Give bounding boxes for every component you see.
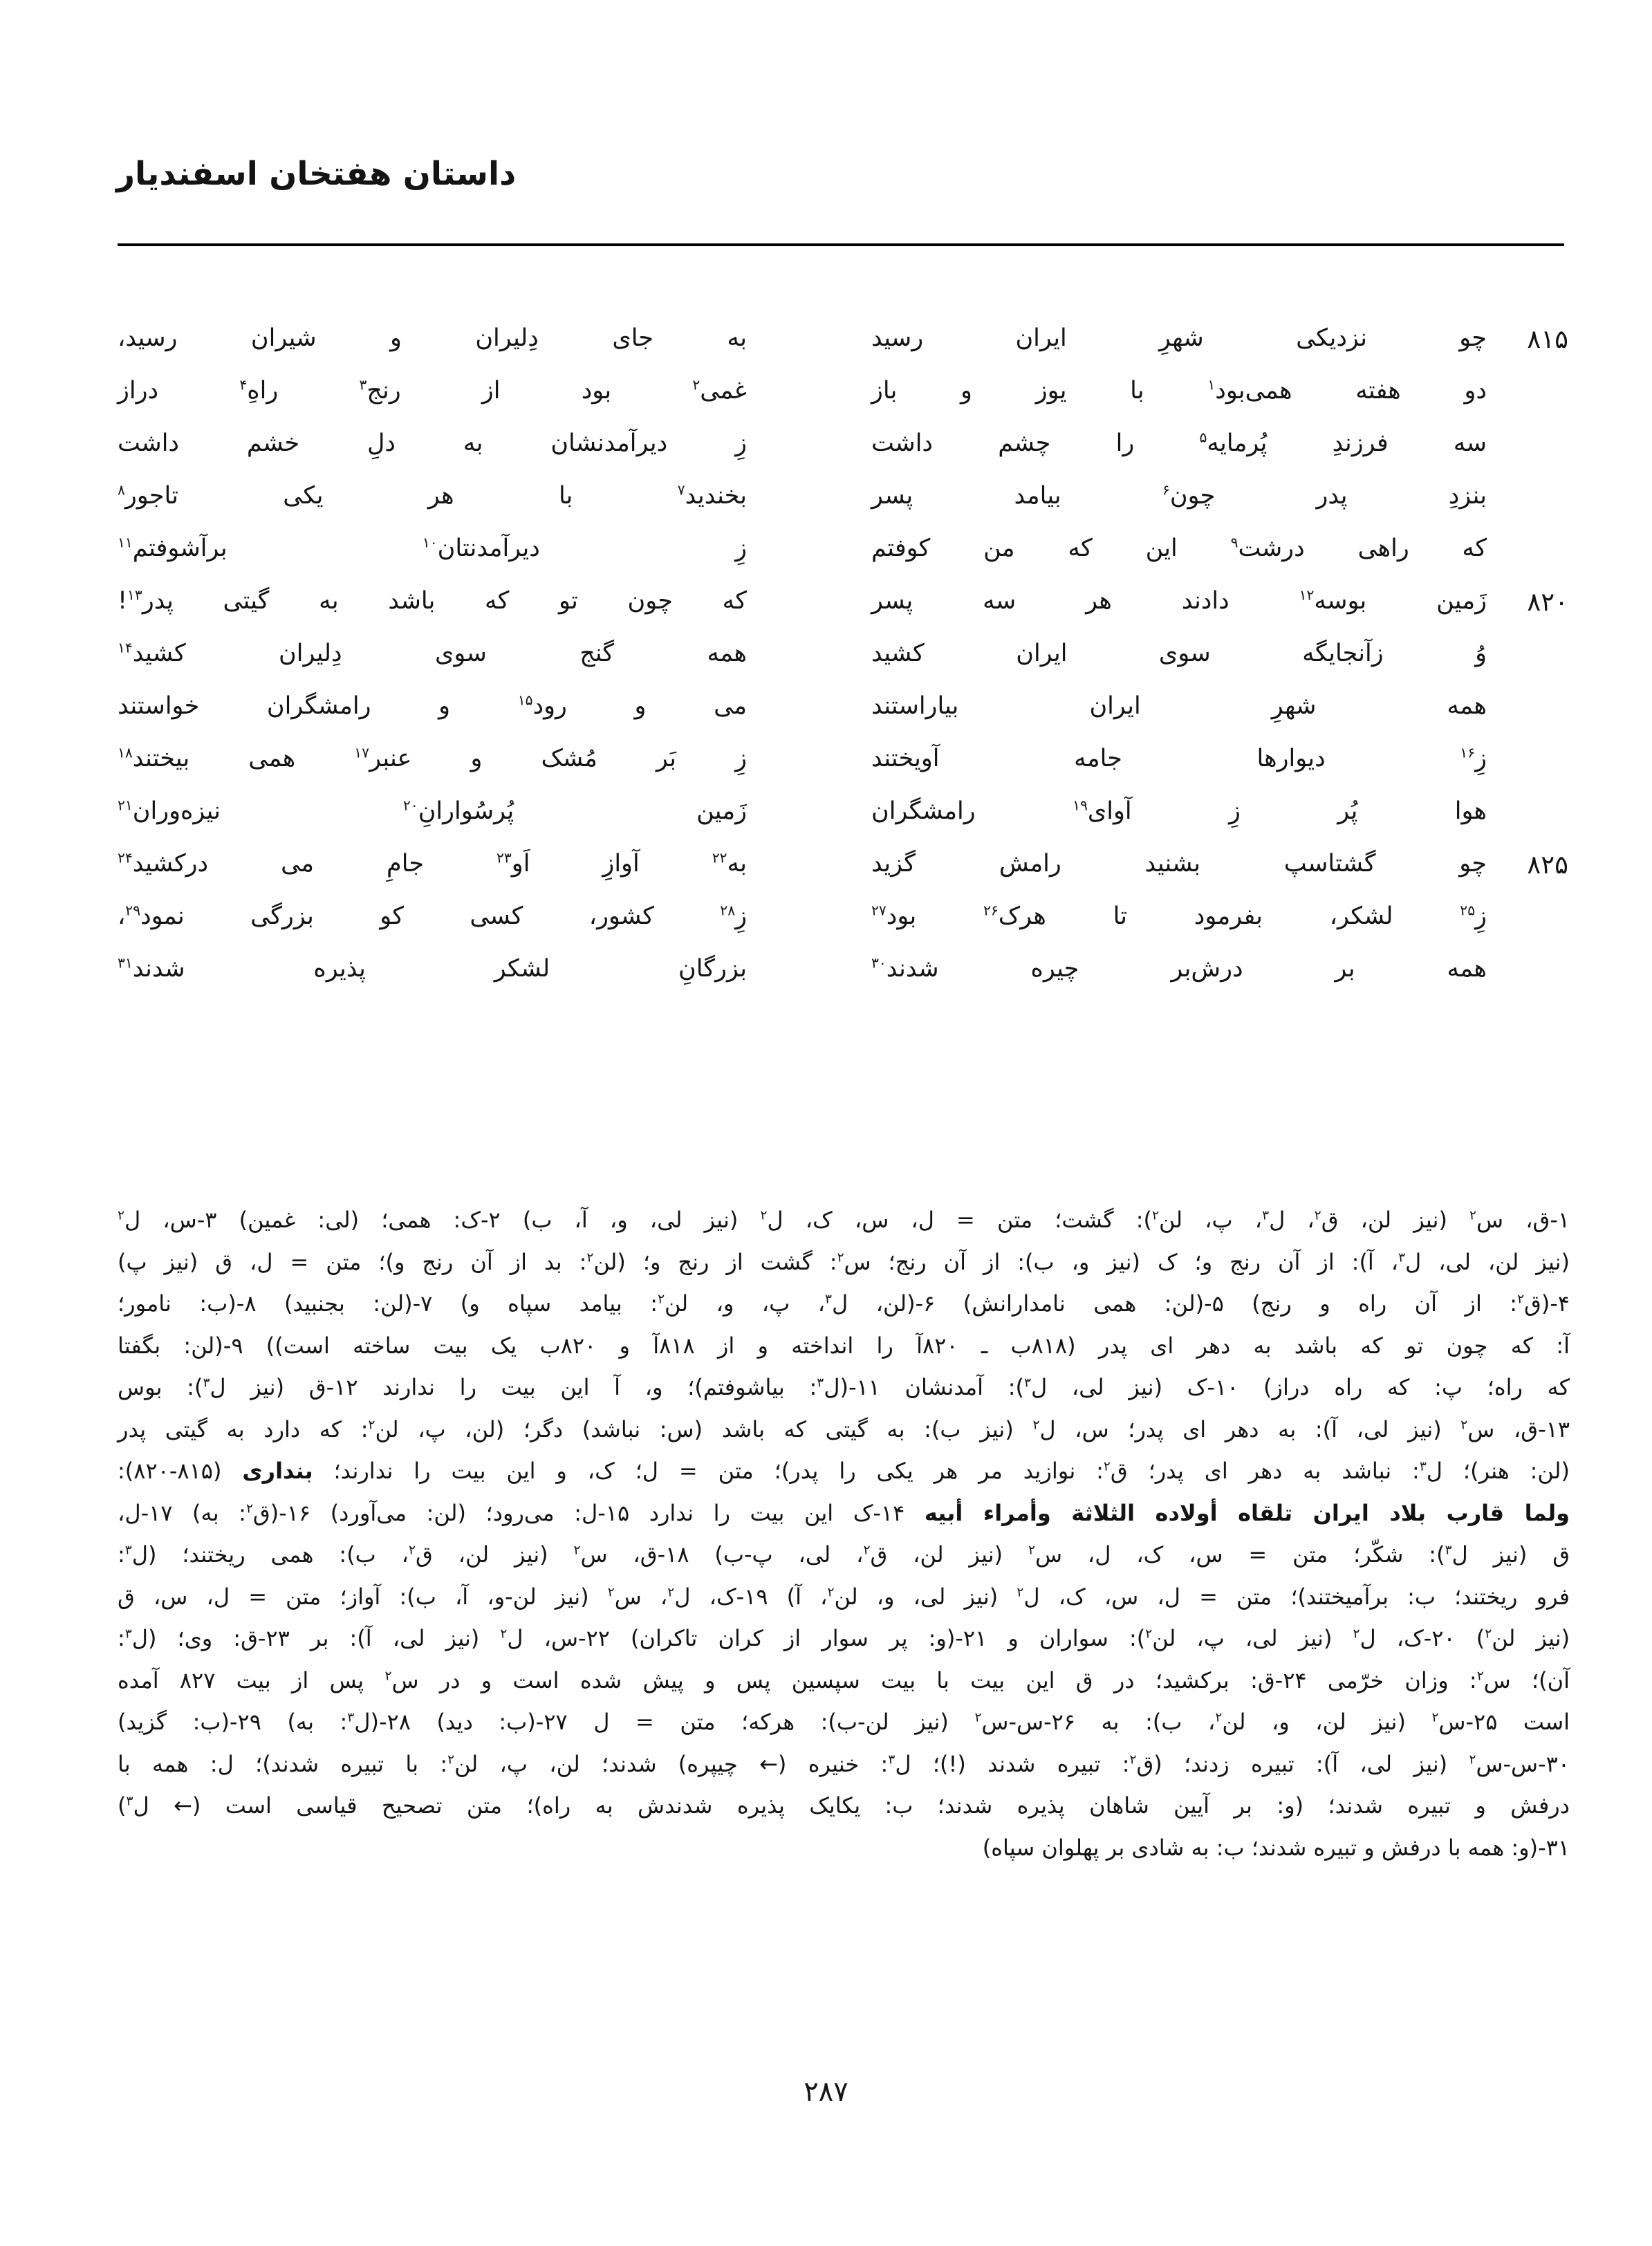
hemistich-first: دو هفته همی‌بود$^۱$ با یوز و باز	[871, 376, 1487, 405]
hemistich-first: سه فرزندِ پُرمایه$^۵$ را چشم داشت	[871, 429, 1487, 458]
hemistich-second: می و رود$^{۱۵}$ و رامشگران خواستند	[118, 692, 747, 721]
footnote-line: ۴-(ق$^۲$: از آن راه و رنج) ۵-(لن: همی نامدارانش) ۶-(لن، ل$^۳$، پ، و، لن$^۲$: بیامد سپاه و) ۷-(لن: بجنبید) ۸-(ب: نامور؛	[118, 1290, 1570, 1317]
header-divider-rule	[118, 243, 1564, 246]
verse-row	[118, 365, 1570, 418]
footnote-line: فرو ریختند؛ ب: برآمیختند)؛ متن = ل، س، ک، ل$^۲$ (نیز لی، و، لن$^۲$، آ) ۱۹-ک، ل$^۲$، س$^۲$ (نیز لن-و، آ، ب): آواز؛ متن = ل، س، ق	[118, 1583, 1570, 1610]
hemistich-second: به$^{۲۲}$ آوازِ اَو$^{۲۳}$ جامِ می درکشید$^{۲۴}$	[118, 849, 747, 878]
hemistich-first: زِ$^{۲۵}$ لشکر، بفرمود تا هرک$^{۲۶}$ بود$^{۲۷}$	[871, 902, 1487, 931]
footnote-line: که راه؛ پ: که راه دراز) ۱۰-ک (نیز لی، ل$^۳$): آمدنشان ۱۱-(ل$^۳$: بیاشوفتم)؛ و، آ این بیت را ندارند ۱۲-ق (نیز ل$^۳$): بوس	[118, 1374, 1570, 1400]
verse-number: ۸۱۵	[1527, 324, 1568, 354]
hemistich-second: بزرگانِ لشکر پذیره شدند$^{۳۱}$	[118, 954, 747, 983]
footnote-line: ۱۳-ق، س$^۲$ (نیز لی، آ): به دهر ای پدر؛ س، ل$^۲$ (نیز ب): به گیتی که باشد (س: نباشد) دگر؛ (لن، پ، لن$^۲$: که دارد به گیتی پدر	[118, 1416, 1570, 1442]
running-head-title: داستان هفتخان اسفندیار	[116, 155, 517, 193]
hemistich-second: بخندید$^۷$ با هر یکی تاجور$^۸$	[118, 481, 747, 510]
footnote-line: ۳۰-س-س$^۲$ (نیز لی، آ): تبیره زدند؛ (ق$^۲$: تبیره شدند (!)؛ ل$^۳$: خنیره (← چیپره) شدند؛ لن، پ، لن$^۲$: با تبیره شدند)؛ ل: همه با	[118, 1750, 1570, 1777]
verse-row	[118, 838, 1570, 891]
footnote-line: ق (نیز ل$^۳$): شکّر؛ متن = س، ک، ل، س$^۲$ (نیز لن، ق$^۲$، لی، پ-ب) ۱۸-ق، س$^۲$ (نیز لن، ق$^۲$، ب): همی ریختند؛ (ل$^۳$:	[118, 1541, 1570, 1568]
hemistich-first: زَمین بوسه$^{۱۲}$ دادند هر سه پسر	[871, 586, 1487, 615]
verse-row	[118, 523, 1570, 575]
verse-row	[118, 470, 1570, 523]
verse-number: ۸۲۵	[1527, 849, 1568, 880]
footnote-line: است ۲۵-س$^۲$ (نیز لن، و، لن$^۲$، ب): به ۲۶-س-س$^۲$ (نیز لن-ب): هرکه؛ متن = ل ۲۷-(ب: دید) ۲۸-(ل$^۳$: به) ۲۹-(ب: گزید)	[118, 1709, 1570, 1735]
hemistich-first: چو نزدیکی شهرِ ایران رسید	[871, 324, 1487, 353]
footnote-line: ولما قارب بلاد ایران تلقاه أولاده الثلاثة وأمراء أبیه ۱۴-ک این بیت را ندارد ۱۵-ل: می‌رود؛ (لن: می‌آورد) ۱۶-(ق$^۲$: به) ۱۷-ل،	[118, 1499, 1570, 1526]
verse-row	[118, 418, 1570, 470]
hemistich-first: همه شهرِ ایران بیاراستند	[871, 692, 1487, 721]
verse-row	[118, 313, 1570, 365]
page-number: ۲۸۷	[804, 2076, 848, 2108]
verse-row	[118, 575, 1570, 628]
footnote-line: (نیز لن، لی، ل$^۳$، آ): از آن رنج و؛ ک (نیز و، ب): از آن رنج؛ س$^۲$: گشت از رنج و؛ (لن$^۲$: بد از آن رنج و)؛ متن = ل، ق (نیز پ)	[118, 1248, 1570, 1275]
hemistich-second: همه گنج سوی دِلیران کشید$^{۱۴}$	[118, 639, 747, 668]
hemistich-second: زِ بَر مُشک و عنبر$^{۱۷}$ همی بیختند$^{۱۸}$	[118, 744, 747, 773]
hemistich-second: زِ دیرآمدنتان$^{۱۰}$ برآشوفتم$^{۱۱}$	[118, 534, 747, 563]
hemistich-first: وُ زآنجایگه سوی ایران کشید	[871, 640, 1487, 668]
footnote-line: آن)؛ س$^۲$: وزان خرّمی ۲۴-ق: برکشید؛ در ق این بیت با بیت سپسین پس و پیش شده است و در س$^۲$ پس از بیت ۸۲۷ آمده	[118, 1667, 1570, 1693]
verse-row	[118, 891, 1570, 943]
footnote-line: (لن: هنر)؛ ل$^۳$: نباشد به دهر ای پدر؛ ق$^۲$: نوازید مر هر یکی را پدر)؛ متن = ل؛ ک، و این بیت را ندارند؛ بنداری (۸۱۵-۸۲۰):	[118, 1458, 1570, 1484]
hemistich-second: زِ دیرآمدنشان به دلِ خشم داشت	[118, 429, 747, 458]
footnote-line: (نیز لن$^۲$) ۲۰-ک، ل$^۲$ (نیز لی، پ، لن$^۲$): سواران و ۲۱-(و: پر سوار از کران تاکران) ۲۲-س، ل$^۲$ (نیز لی، آ): بر ۲۳-ق: وی؛ (ل$^۳$:	[118, 1625, 1570, 1651]
hemistich-first: که راهی درشت$^۹$ این که من کوفتم	[871, 534, 1487, 563]
verse-block	[118, 313, 1570, 996]
hemistich-second: زَمین پُرسُوارانِ$^{۲۰}$ نیزه‌وران$^{۲۱}$	[118, 797, 747, 826]
hemistich-second: به جای دِلیران و شیران رسید،	[118, 324, 747, 353]
hemistich-first: هوا پُر زِ آوای$^{۱۹}$ رامشگران	[871, 797, 1487, 826]
verse-row	[118, 786, 1570, 838]
hemistich-first: زِ$^{۱۶}$ دیوارها جامه آویختند	[871, 744, 1487, 773]
footnote-line: ۳۱-(و: همه با درفش و تبیره شدند؛ ب: به شادی بر پهلوان سپاه)	[982, 1834, 1570, 1861]
critical-apparatus	[118, 1199, 1570, 1868]
footnote-line: ۱-ق، س$^۲$ (نیز لن، ق$^۲$، ل$^۳$، پ، لن$^۲$): گشت؛ متن = ل، س، ک، ل$^۲$ (نیز لی، و، آ، ب) ۲-ک: همی؛ (لی: غمین) ۳-س، ل$^۲$	[118, 1207, 1570, 1233]
hemistich-second: غمی$^۲$ بود از رنج$^۳$ راهِ$^۴$ دراز	[118, 376, 747, 405]
hemistich-first: بنزدِ پدر چون$^۶$ بیامد پسر	[871, 481, 1487, 510]
hemistich-second: زِ$^{۲۸}$ کشور، کسی کو بزرگی نمود$^{۲۹}$،	[118, 902, 747, 931]
footnote-line: آ: که چون تو که باشد به دهر ای پدر (۸۱۸ب ـ ۸۲۰آ را انداخته و از ۸۱۸آ و ۸۲۰ب یک بیت ساخته است)) ۹-(لن: بگفتا	[118, 1332, 1570, 1359]
hemistich-first: چو گشتاسپ بشنید رامش گزید	[871, 850, 1487, 878]
verse-row	[118, 943, 1570, 996]
footnote-line: درفش و تبیره شدند؛ (و: بر آیین شاهان پذیره شدند؛ ب: یکایک پذیره شدندش به راه)؛ متن تصحیح قیاسی است (← ل$^۳$)	[118, 1792, 1570, 1819]
verse-row	[118, 628, 1570, 680]
verse-number: ۸۲۰	[1527, 586, 1568, 617]
hemistich-first: همه بر درش‌بر چیره شدند$^{۳۰}$	[871, 954, 1487, 983]
verse-row	[118, 733, 1570, 786]
verse-row	[118, 680, 1570, 733]
hemistich-second: که چون تو که باشد به گیتی پدر$^{۱۳}$!	[118, 586, 747, 615]
